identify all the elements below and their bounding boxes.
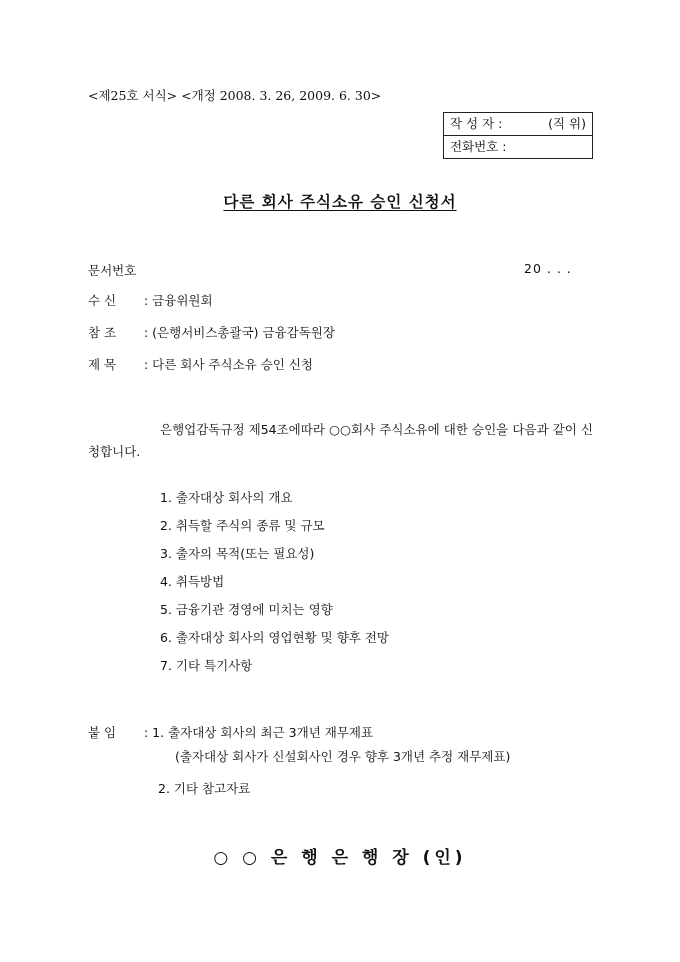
author-row [444,113,592,136]
subject-value: : 다른 회사 주식소유 승인 신청 [144,357,313,372]
recipient-value: : 금융위원회 [144,293,213,308]
doc-number-label: 문서번호 [88,263,137,278]
list-item: 2. 취득할 주식의 종류 및 규모 [160,518,325,533]
date-field: 20 . . . [524,261,572,276]
document-title [0,190,680,212]
attachment-label: 붙 임 [88,725,117,740]
list-item: 1. 출자대상 회사의 개요 [160,490,293,505]
attachment-item-1-note: (출자대상 회사가 신설회사인 경우 향후 3개년 추정 재무제표) [175,749,511,764]
subject-label: 제 목 [88,357,117,372]
list-item: 4. 취득방법 [160,574,225,589]
recipient-row [88,291,213,309]
list-item: 3. 출자의 목적(또는 필요성) [160,546,315,561]
attachment-row [88,723,373,741]
reference-label: 참 조 [88,325,117,340]
reference-value: : (은행서비스총괄국) 금융감독원장 [144,325,335,340]
attachment-item-1: : 1. 출자대상 회사의 최근 3개년 재무제표 [144,725,374,740]
reference-row [88,323,335,341]
list-item: 5. 금융기관 경영에 미치는 영향 [160,602,333,617]
body-paragraph: 은행업감독규정 제54조에따라 ○○회사 주식소유에 대한 승인을 다음과 같이 신청합니다. [88,422,593,459]
list-item: 6. 출자대상 회사의 영업현황 및 향후 전망 [160,630,389,645]
subject-row [88,355,313,373]
author-info-box [443,112,593,159]
document-title-text: 다른 회사 주식소유 승인 신청서 [223,193,457,211]
phone-label: 전화번호 : [450,139,507,154]
phone-row [444,136,592,159]
recipient-label: 수 신 [88,293,117,308]
form-number-header: <제25호 서식> <개정 2008. 3. 26, 2009. 6. 30> [88,88,382,103]
author-label: 작 성 자 : [450,116,503,131]
position-label: (직 위) [548,116,586,131]
list-item: 7. 기타 특기사항 [160,658,253,673]
signature-line: ○ ○ 은 행 은 행 장 (인) [213,848,467,868]
attachment-item-2: 2. 기타 참고자료 [158,781,251,796]
